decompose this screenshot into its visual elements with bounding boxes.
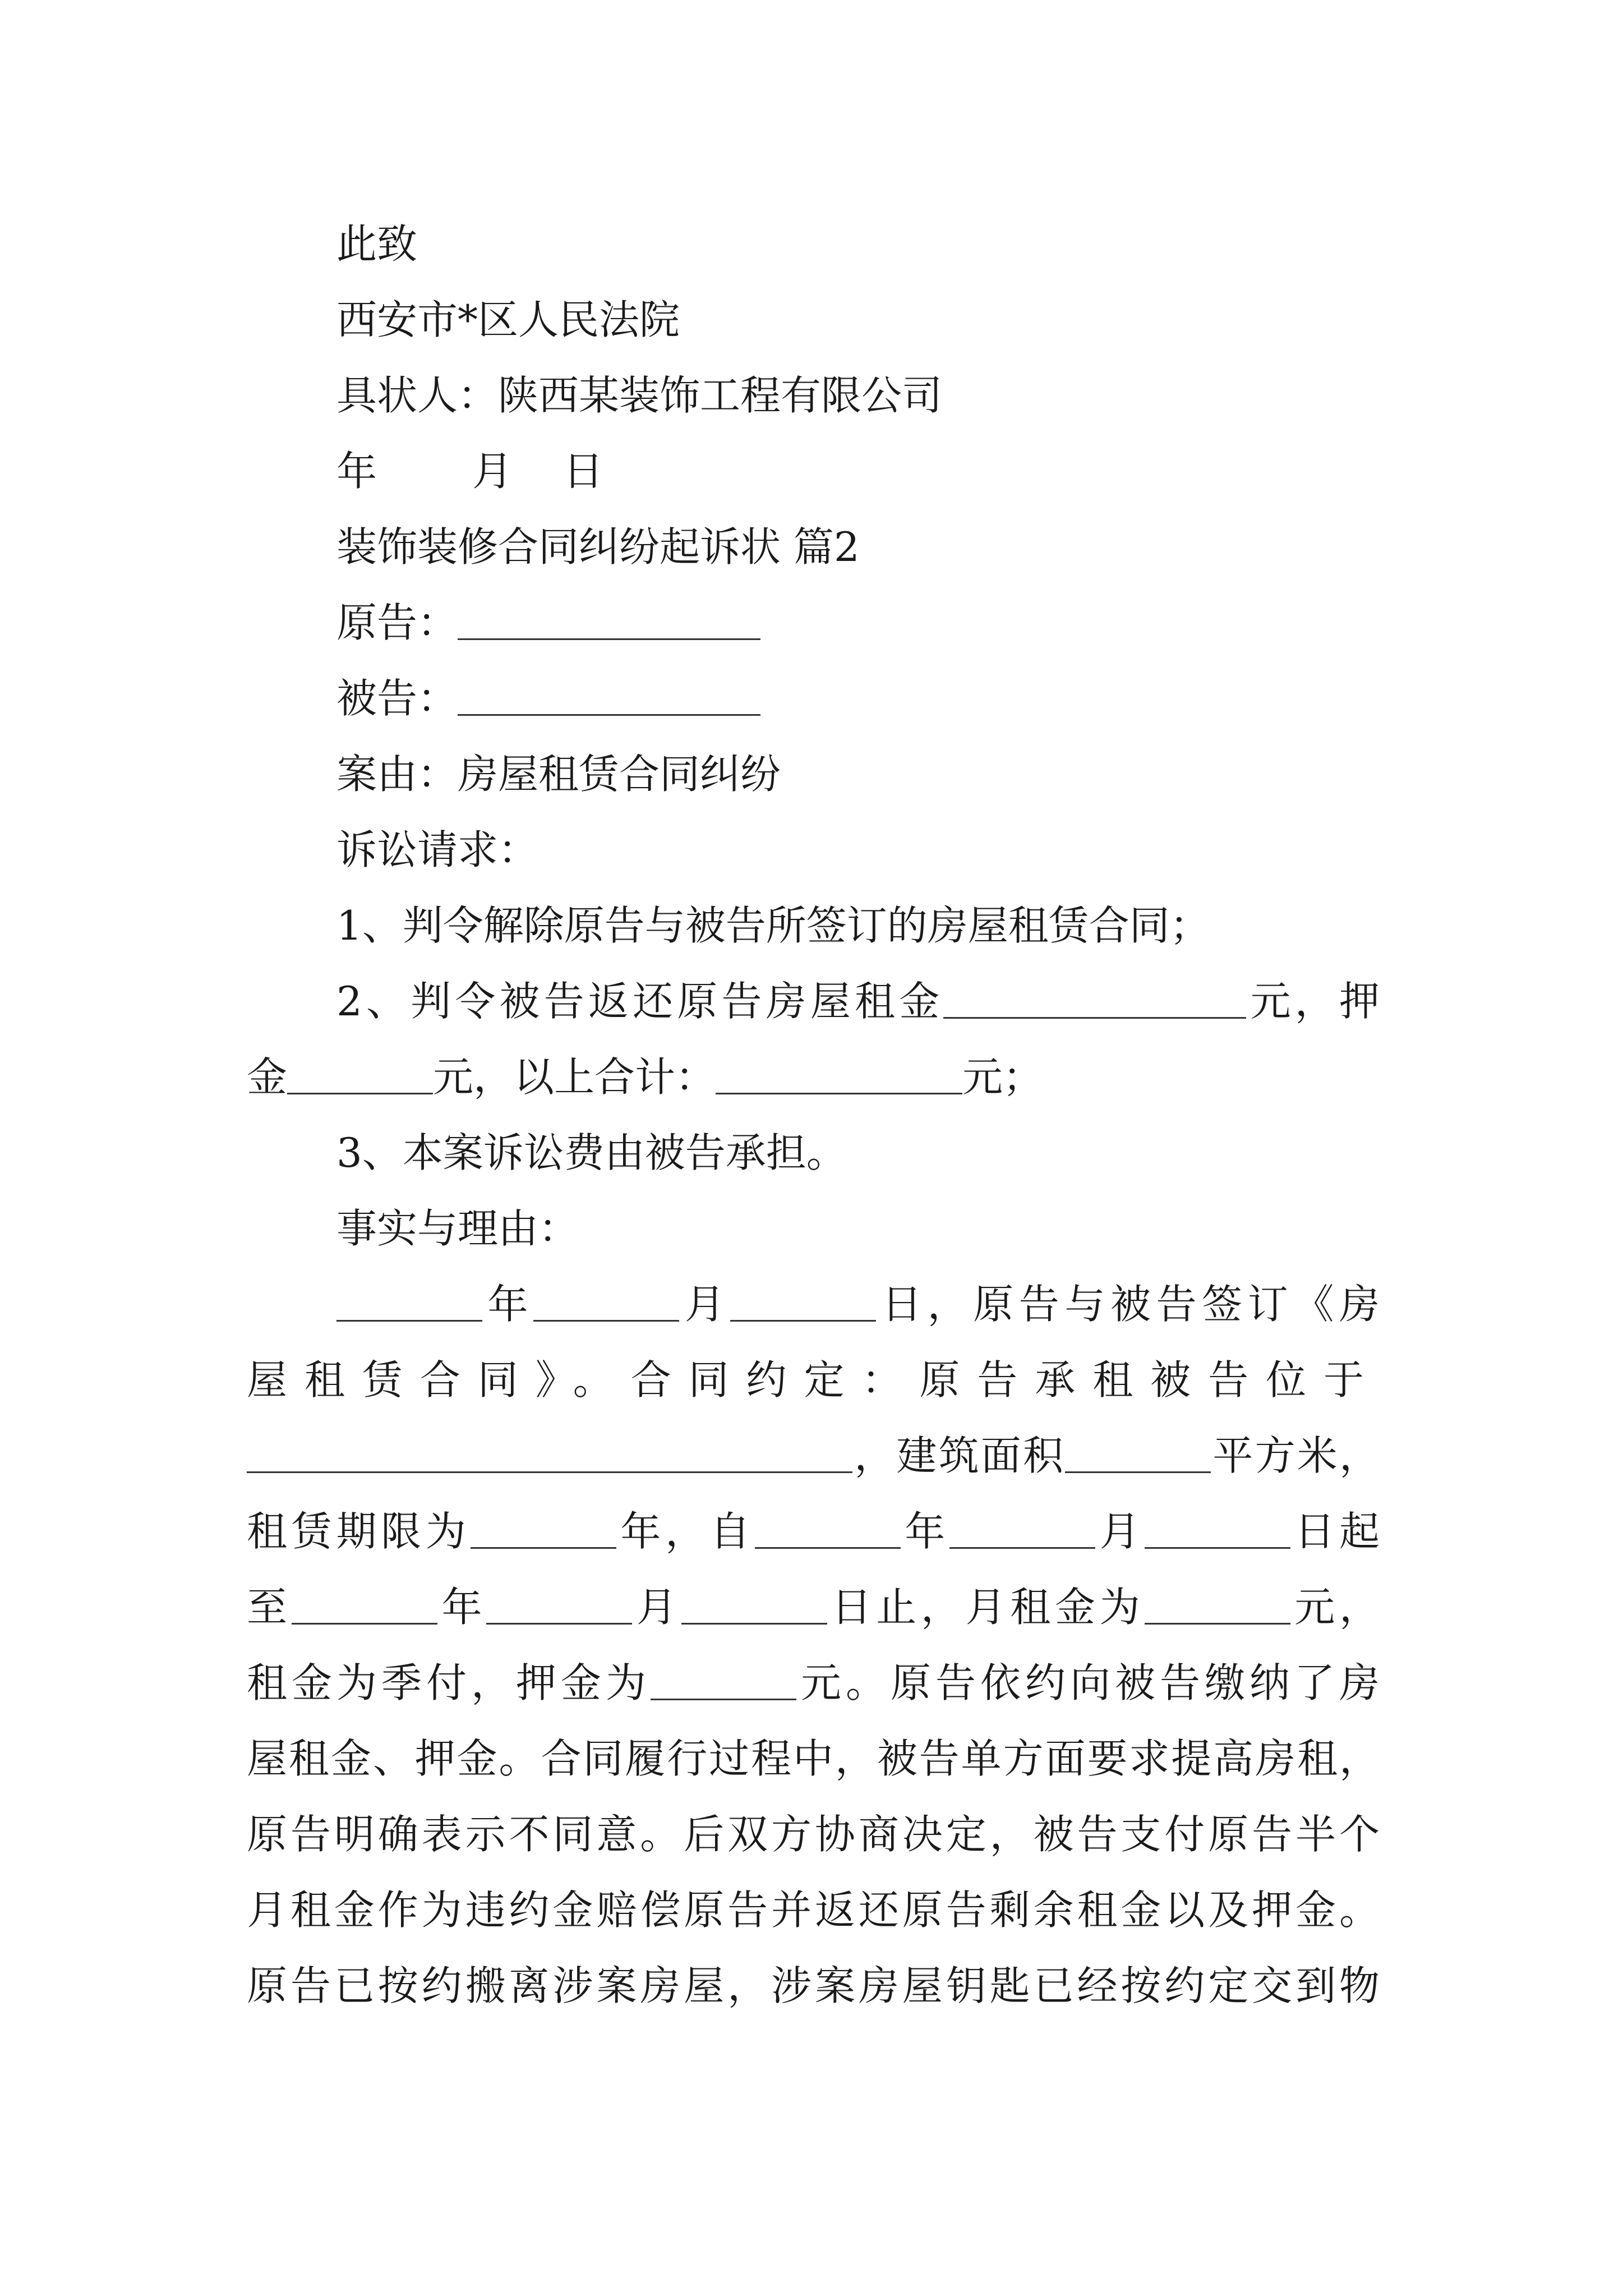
facts-line-4: 租赁期限为 年，自 年 月 日起: [247, 1508, 1380, 1555]
section-heading: 装饰装修合同纠纷起诉状 篇2: [336, 523, 860, 570]
court-name: 西安市*区人民法院: [336, 296, 680, 343]
plaintiff-line: [336, 583, 1380, 662]
claim-2-line-1: 2、判令被告返还原告房屋租金 元，押: [336, 978, 1380, 1025]
claim-1: 1、判令解除原告与被告所签订的房屋租赁合同；: [336, 902, 1210, 949]
total-blank: [716, 1053, 962, 1094]
date-month: 月: [472, 448, 513, 495]
rent-blank: [943, 978, 1246, 1019]
facts-line-10: 原告已按约搬离涉案房屋，涉案房屋钥匙已经按约定交到物: [247, 1962, 1380, 2009]
defendant-label: 被告：: [336, 675, 458, 722]
defendant-blank: [458, 675, 760, 716]
facts-line-9: 月租金作为违约金赔偿原告并返还原告剩余租金以及押金。: [247, 1887, 1380, 1934]
facts-line-7: 屋租金、押金。合同履行过程中，被告单方面要求提高房租，: [247, 1735, 1380, 1782]
date-day: 日: [563, 448, 604, 495]
defendant-line: [336, 659, 1380, 738]
salutation: 此致: [336, 220, 418, 268]
facts-line-5: 至 年 月 日止，月租金为 元，: [247, 1584, 1380, 1631]
claim-3: 3、本案诉讼费由被告承担。: [336, 1129, 847, 1176]
area-blank: [1065, 1432, 1211, 1473]
facts-line-6: 租金为季付，押金为 元。原告依约向被告缴纳了房: [247, 1659, 1380, 1706]
facts-line-1: 年 月 日，原告与被告签订《房: [336, 1265, 1380, 1343]
claim-2-line-2: 金 元，以上合计： 元；: [247, 1053, 1044, 1101]
plaintiff-label: 原告：: [336, 599, 458, 646]
facts-line-2: 屋租赁合同》。合同约定：原告承租被告位于: [247, 1356, 1380, 1404]
date-line: [336, 432, 1380, 510]
claims-title: 诉讼请求：: [336, 826, 539, 873]
facts-line-3: ，建筑面积 平方米，: [247, 1416, 1380, 1495]
signer: 具状人：陕西某装饰工程有限公司: [336, 372, 943, 419]
facts-title: 事实与理由：: [336, 1205, 579, 1252]
cause-of-action: 案由：房屋租赁合同纠纷: [336, 751, 781, 798]
location-blank: [247, 1432, 852, 1473]
facts-line-8: 原告明确表示不同意。后双方协商决定，被告支付原告半个: [247, 1811, 1380, 1858]
date-year: 年: [336, 448, 377, 495]
deposit-blank: [287, 1053, 433, 1094]
plaintiff-blank: [458, 599, 760, 640]
